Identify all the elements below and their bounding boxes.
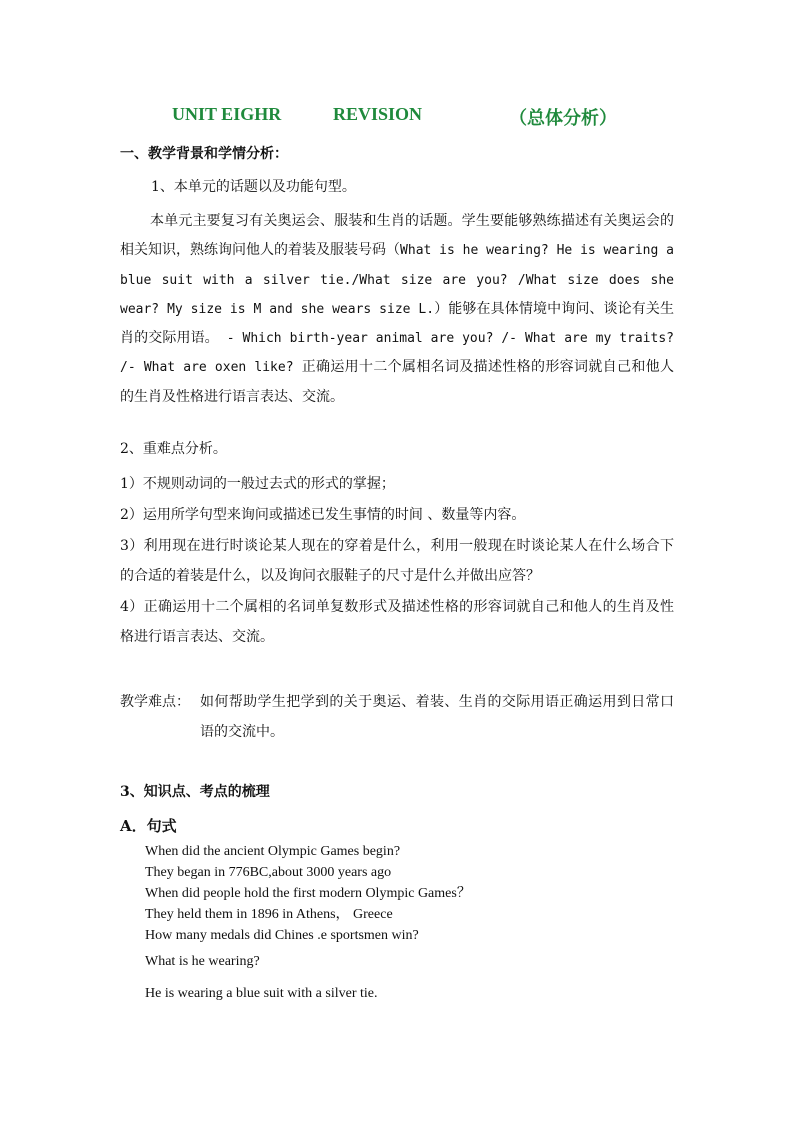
- key-point-item: 3）利用现在进行时谈论某人现在的穿着是什么，利用一般现在时谈论某人在什么场合下的合适的着装是什么，以及询问衣服鞋子的尺寸是什么并做出应答？: [120, 538, 674, 584]
- key-point-item: 2）运用所学句型来询问或描述已发生事情的时间 、数量等内容。: [120, 507, 526, 523]
- key-point-item: 1）不规则动词的一般过去式的形式的掌握；: [120, 476, 395, 492]
- difficulty-label: 教学难点：: [120, 694, 190, 710]
- key-point-item: 4）正确运用十二个属相的名词单复数形式及描述性格的形容词就自己和他人的生肖及性格进行语言表达、交流。: [120, 599, 674, 645]
- section2-heading: 2、重难点分析。: [120, 441, 227, 457]
- title-unit: UNIT EIGHR: [172, 104, 282, 124]
- section1-paragraph: [120, 207, 674, 412]
- paragraph-english-2: - Which birth-year animal are you? /- What are my traits? /- What are oxen like?: [120, 331, 674, 376]
- sentence-line: What is he wearing?: [145, 954, 260, 969]
- sentence-line: When did the ancient Olympic Games begin?: [145, 844, 401, 859]
- paragraph-text-1: 本单元主要复习有关奥运会、服装和生肖的话题。学生要能够熟练描述有关奥运会的相关知识，熟练询问他人的着装及服装号码（: [120, 213, 674, 259]
- paragraph-english-1: What is he wearing? He is wearing a blue suit with a silver tie./What size are you? /What size does she wear? My size is M and she wears size L.: [120, 243, 674, 317]
- sentence-line: He is wearing a blue suit with a silver tie.: [145, 986, 378, 1001]
- section1-heading: 一、教学背景和学情分析：: [120, 146, 288, 162]
- section3-heading: 3、知识点、考点的梳理: [120, 784, 270, 800]
- sentence-line: How many medals did Chines .e sportsmen win?: [145, 928, 419, 943]
- paragraph-text-2: ）能够在具体情境中询问、谈论有关生肖的交际用语。: [120, 300, 674, 347]
- sentence-line: They began in 776BC,about 3000 years ago: [145, 865, 392, 880]
- difficulty-text: 如何帮助学生把学到的关于奥运、着装、生肖的交际用语正确运用到日常口语的交流中。: [200, 694, 674, 740]
- title-revision: REVISION: [333, 104, 423, 124]
- sentence-line: They held them in 1896 in Athens， Greece: [145, 907, 393, 922]
- document-title: [0, 104, 794, 132]
- title-analysis: （总体分析）: [509, 108, 617, 128]
- sentence-line: When did people hold the first modern Olympic Games？: [145, 886, 471, 901]
- section1-subheading: 1、本单元的话题以及功能句型。: [151, 179, 356, 195]
- section3-subheading: A．句式: [120, 817, 177, 835]
- paragraph-text-3: 正确运用十二个属相名词及描述性格的形容词就自己和他人的生肖及性格进行语言表达、交流。: [120, 359, 675, 405]
